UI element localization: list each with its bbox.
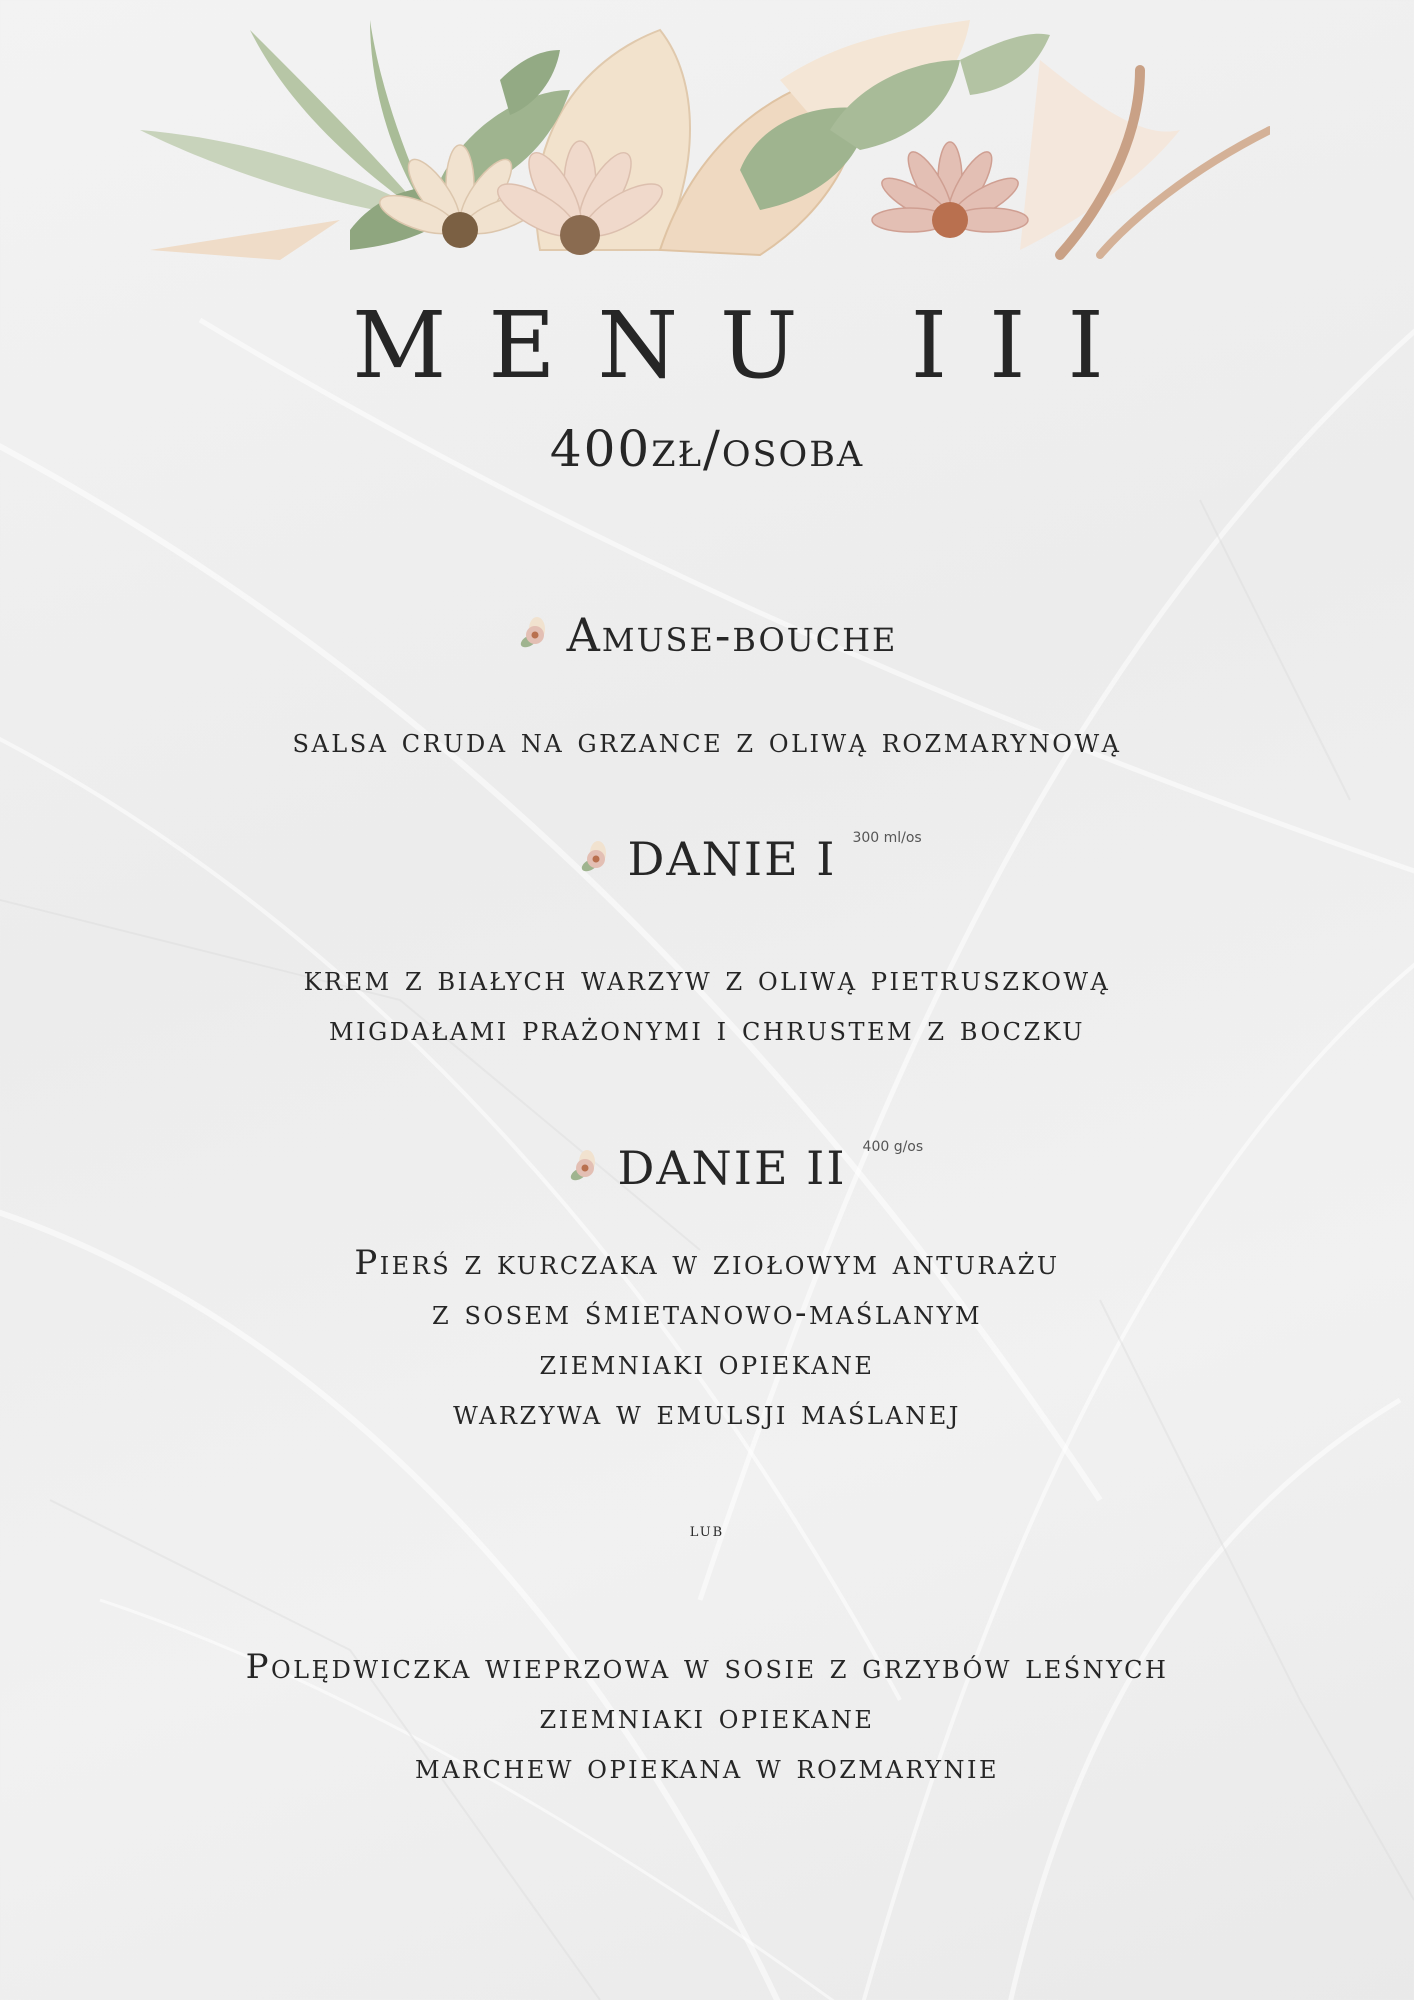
dish-amuse-bouche bbox=[0, 716, 1414, 766]
dish-line: salsa cruda na grzance z oliwą rozmarynową bbox=[292, 721, 1122, 761]
section-amuse-bouche bbox=[0, 608, 1414, 662]
section-title: Amuse-bouche bbox=[566, 608, 898, 662]
portion-note: 300 ml/os bbox=[852, 830, 922, 846]
dish-line: z sosem śmietanowo-maślanym bbox=[431, 1293, 983, 1333]
section-danie-1 bbox=[0, 830, 1414, 886]
floral-banner-illustration bbox=[140, 20, 1270, 260]
dish-line: ziemniaki opiekane bbox=[539, 1343, 875, 1383]
flower-icon bbox=[517, 615, 551, 655]
menu-price: 400zł/osoba bbox=[549, 420, 865, 478]
dish-line: krem z białych warzyw z oliwą pietruszkową bbox=[303, 959, 1111, 999]
section-title: DANIE I bbox=[627, 832, 837, 886]
dish-danie-2-option-2 bbox=[0, 1642, 1414, 1792]
dish-line: ziemniaki opiekane bbox=[539, 1697, 875, 1737]
dish-danie-1 bbox=[0, 954, 1414, 1054]
dish-line: warzywa w emulsji maślanej bbox=[453, 1393, 961, 1433]
dish-danie-2-option-1 bbox=[0, 1238, 1414, 1438]
dish-line: marchew opiekana w rozmarynie bbox=[415, 1747, 999, 1787]
dish-line: Pierś z kurczaka w ziołowym anturażu bbox=[354, 1243, 1060, 1283]
section-title: DANIE II bbox=[617, 1141, 847, 1195]
section-danie-2 bbox=[0, 1139, 1414, 1195]
portion-note: 400 g/os bbox=[862, 1139, 924, 1155]
menu-title: MENU III bbox=[352, 292, 1146, 399]
dish-line: migdałami prażonymi i chrustem z boczku bbox=[329, 1009, 1085, 1049]
dish-line: Polędwiczka wieprzowa w sosie z grzybów leśnych bbox=[245, 1647, 1169, 1687]
or-separator: lub bbox=[689, 1520, 725, 1541]
flower-icon bbox=[578, 839, 612, 879]
flower-icon bbox=[567, 1148, 601, 1188]
